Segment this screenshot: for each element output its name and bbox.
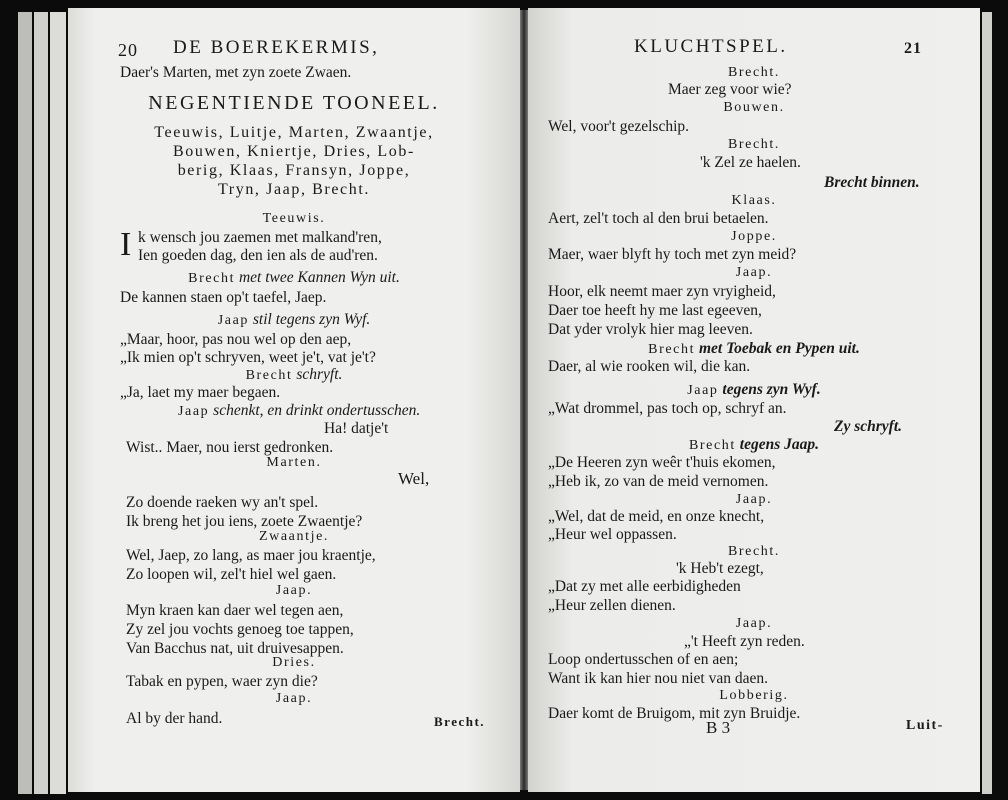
text-line: Al by der hand. — [126, 710, 223, 727]
cast-list-line: Teeuwis, Luitje, Marten, Zwaantje, — [154, 124, 434, 141]
text-line: „Ja, laet my maer begaen. — [120, 384, 281, 401]
text-line: 'k Zel ze haelen. — [700, 154, 801, 171]
text-line: „Wat drommel, pas toch op, schryf an. — [548, 400, 787, 417]
speaker-name: Bouwen. — [723, 100, 785, 115]
text-line: k wensch jou zaemen met malkand'ren, — [138, 229, 382, 246]
text-line: Ik breng het jou iens, zoete Zwaentje? — [126, 513, 363, 530]
scene-heading: NEGENTIENDE TOONEEL. — [148, 92, 440, 114]
cast-list-line: Tryn, Jaap, Brecht. — [217, 181, 371, 198]
cast-list-line: berig, Klaas, Fransyn, Joppe, — [177, 162, 411, 179]
text-line: Daer toe heeft hy me last egeeven, — [548, 302, 762, 319]
speaker-name: Brecht — [245, 368, 293, 383]
stage-direction — [68, 269, 520, 288]
page-number: 20 — [118, 40, 138, 60]
text-line: Hoor, elk neemt maer zyn vryigheid, — [548, 283, 776, 300]
speaker-name: Zwaantje. — [259, 529, 329, 544]
text-line: „Heur zellen dienen. — [548, 597, 676, 614]
stage-direction — [68, 366, 520, 385]
speaker-name: Brecht. — [727, 65, 781, 80]
speaker-name: Marten. — [266, 455, 322, 470]
text-line: Myn kraen kan daer wel tegen aen, — [126, 602, 344, 619]
stage-direction — [178, 402, 420, 421]
text-line: Zo doende raeken wy an't spel. — [126, 494, 319, 511]
stage-direction-text: schenkt, en drinkt ondertusschen. — [213, 402, 421, 419]
text-line: Aert, zel't toch al den brui betaelen. — [548, 210, 769, 227]
right-page — [528, 8, 980, 792]
speaker-name: Jaap. — [735, 492, 773, 507]
stage-direction-text: schryft. — [296, 366, 343, 383]
text-line: „Wel, dat de meid, en onze knecht, — [548, 508, 765, 525]
text-line: Wel, Jaep, zo lang, as maer jou kraentje, — [126, 547, 376, 564]
text-line: „Maar, hoor, pas nou wel op den aep, — [120, 331, 352, 348]
catchword: Luit- — [906, 718, 944, 733]
text-line: Zo loopen wil, zel't hiel wel gaen. — [126, 566, 337, 583]
text-line: 'k Heb't ezegt, — [676, 560, 764, 577]
running-head: DE BOEREKERMIS, — [173, 37, 380, 58]
text-line: „De Heeren zyn weêr t'huis ekomen, — [548, 454, 776, 471]
stage-direction — [68, 311, 520, 330]
speaker-name: Brecht — [188, 271, 236, 286]
page-stack-edge — [34, 12, 48, 794]
page-stack-edge — [982, 12, 992, 794]
text-line: „Heb ik, zo van de meid vernomen. — [548, 473, 769, 490]
text-line: Van Bacchus nat, uit druivesappen. — [126, 640, 344, 657]
stage-direction — [528, 340, 980, 359]
text-line: Daer komt de Bruigom, mit zyn Bruidje. — [548, 705, 801, 722]
text-line: „Ik mien op't schryven, weet je't, vat je't? — [120, 349, 376, 366]
speaker-name: Jaap. — [275, 583, 313, 598]
speaker-name: Dries. — [272, 655, 316, 670]
stage-direction-text: met Toebak en Pypen uit. — [698, 340, 860, 357]
text-line: Ha! datje't — [324, 420, 389, 437]
text-line: „'t Heeft zyn reden. — [684, 633, 805, 650]
book-gutter — [520, 10, 528, 790]
page-stack-edge — [50, 12, 66, 794]
text-line: Zy zel jou vochts genoeg toe tappen, — [126, 621, 354, 638]
stage-direction-text: stil tegens zyn Wyf. — [252, 311, 371, 328]
signature-mark: B 3 — [706, 718, 731, 737]
page-stack-edge — [18, 12, 32, 794]
text-line: Ien goeden dag, den ien als de aud'ren. — [138, 247, 378, 264]
stage-direction-text: tegens Jaap. — [739, 436, 819, 453]
text-line: „Heur wel oppassen. — [548, 526, 677, 543]
speaker-name: Brecht. — [727, 137, 781, 152]
text-line: Daer's Marten, met zyn zoete Zwaen. — [120, 64, 352, 81]
speaker-name: Klaas. — [731, 193, 777, 208]
stage-direction — [528, 436, 980, 455]
cast-list-line: Bouwen, Kniertje, Dries, Lob- — [173, 143, 415, 160]
text-line: Wist.. Maer, nou ierst gedronken. — [126, 439, 334, 456]
speaker-name: Jaap — [217, 313, 249, 328]
speaker-name: Lobberig. — [719, 688, 789, 703]
text-line: Loop ondertusschen of en aen; — [548, 651, 739, 668]
stage-direction: Zy schryft. — [834, 418, 903, 435]
left-page — [68, 8, 520, 792]
speaker-name: Jaap. — [735, 616, 773, 631]
speaker-name: Brecht. — [727, 544, 781, 559]
stage-direction-text: tegens zyn Wyf. — [722, 381, 821, 398]
speaker-name: Jaap — [178, 404, 210, 419]
speaker-name: Jaap. — [735, 265, 773, 280]
text-line: Want ik kan hier nou niet van daen. — [548, 670, 768, 687]
text-line: Maer zeg voor wie? — [668, 81, 792, 98]
drop-capital: I — [120, 226, 132, 263]
text-line: Tabak en pypen, waer zyn die? — [126, 673, 318, 690]
stage-direction: Brecht binnen. — [824, 174, 920, 191]
page-number: 21 — [904, 40, 922, 57]
speaker-name: Brecht — [688, 438, 736, 453]
catchword: Brecht. — [434, 714, 486, 729]
speaker-name: Teeuwis. — [262, 211, 326, 226]
speaker-name: Jaap — [687, 383, 719, 398]
text-line: Dat yder vrolyk hier mag leeven. — [548, 321, 753, 338]
speaker-name: Jaap. — [275, 691, 313, 706]
stage-direction-text: met twee Kannen Wyn uit. — [238, 269, 400, 286]
stage-direction — [528, 381, 980, 400]
text-line: De kannen staen op't taefel, Jaep. — [120, 289, 327, 306]
text-line: Wel, voor't gezelschip. — [548, 118, 689, 135]
text-line: Daer, al wie rooken wil, die kan. — [548, 358, 751, 375]
text-line: Wel, — [398, 469, 430, 488]
text-line: „Dat zy met alle eerbidigheden — [548, 578, 741, 595]
text-line: Maer, waer blyft hy toch met zyn meid? — [548, 246, 797, 263]
speaker-name: Brecht — [648, 342, 696, 357]
speaker-name: Joppe. — [731, 229, 777, 244]
running-head: KLUCHTSPEL. — [634, 36, 788, 57]
